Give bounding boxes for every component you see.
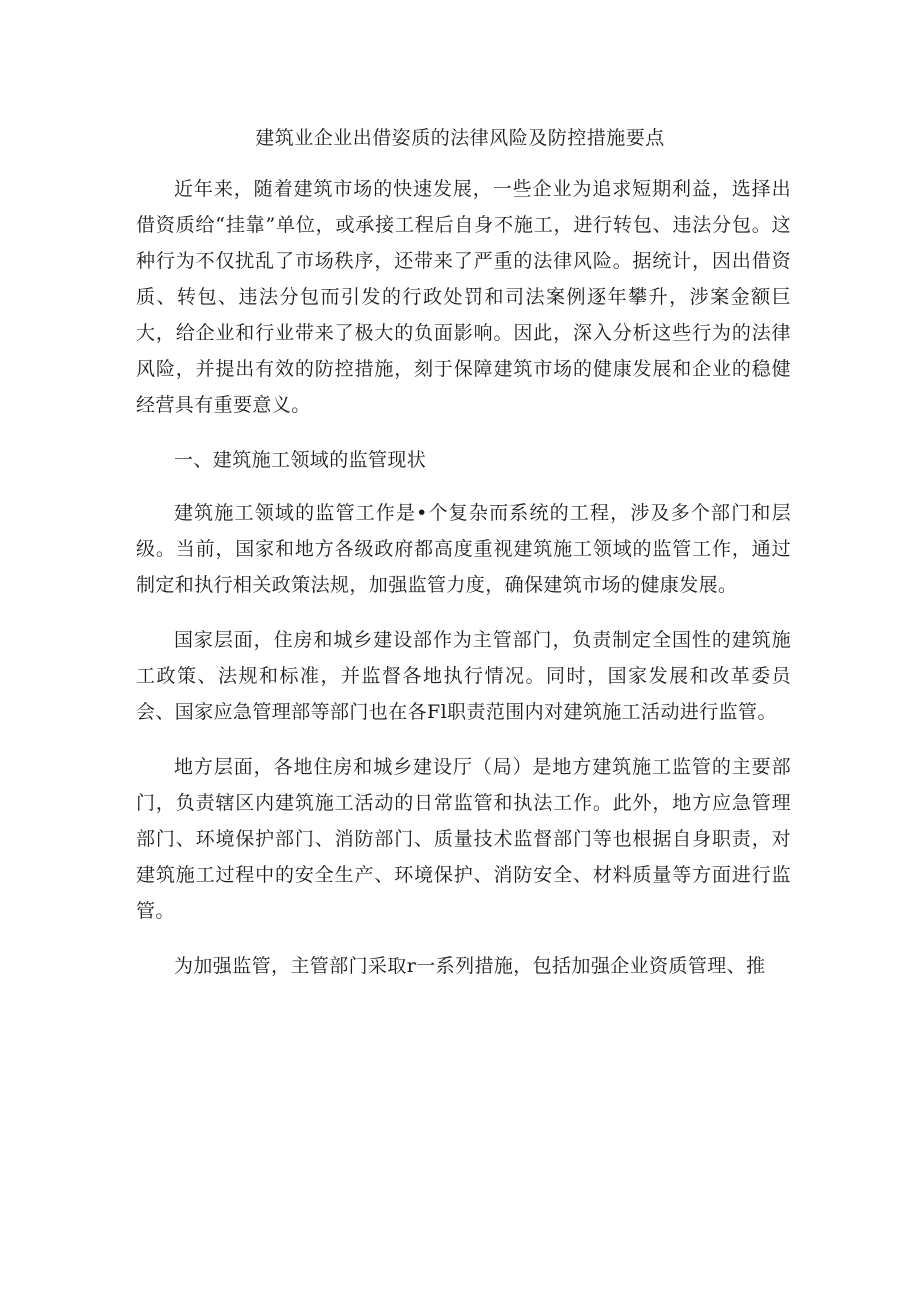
- document-body: [136, 171, 791, 1003]
- paragraph-measures: 为加强监管，主管部门采取r一系列措施，包括加强企业资质管理、推: [174, 955, 766, 977]
- section-heading-1: 一、建筑施工领域的监管现状: [174, 449, 427, 471]
- paragraph-local-level: 地方层面，各地住房和城乡建设厅（局）是地方建筑施工监管的主要部门，负责辖区内建筑施工活动的日常监管和执法工作。此外，地方应急管理部门、环境保护部门、消防部门、质量技术监督部门等也根据自身职责，对建筑施工过程中的安全生产、环境保护、消防安全、材料质量等方面进行监管。: [136, 756, 791, 922]
- document-title: 建筑业企业出借姿质的法律风险及防控措施要点: [255, 127, 665, 149]
- paragraph-intro: 近年来，随着建筑市场的快速发展，一些企业为追求短期利益，选择出借资质给“挂靠”单位，或承接工程后自身不施工，进行转包、违法分包。这种行为不仅扰乱了市场秩序，还带来了严重的法律风险。据统计，因出借资质、转包、违法分包而引发的行政处罚和司法案例逐年攀升，涉案金额巨大，给企业和行业带来了极大的负面影响。因此，深入分析这些行为的法律风险，并提出有效的防控措施，刻于保障建筑市场的健康发展和企业的稳健经营具有重要意义。: [136, 178, 791, 416]
- paragraph-national-level: 国家层面，住房和城乡建设部作为主管部门，负责制定全国性的建筑施工政策、法规和标准，并监督各地执行情况。同时，国家发展和改革委员会、国家应急管理部等部门也在各Fl职责范围内对建筑施工活动进行监管。: [136, 629, 791, 723]
- paragraph-supervision-overview: 建筑施工领域的监管工作是•个复杂而系统的工程，涉及多个部门和层级。当前，国家和地方各级政府都高度重视建筑施工领域的监管工作，通过制定和执行相关政策法规，加强监管力度，确保建筑市场的健康发展。: [136, 502, 791, 596]
